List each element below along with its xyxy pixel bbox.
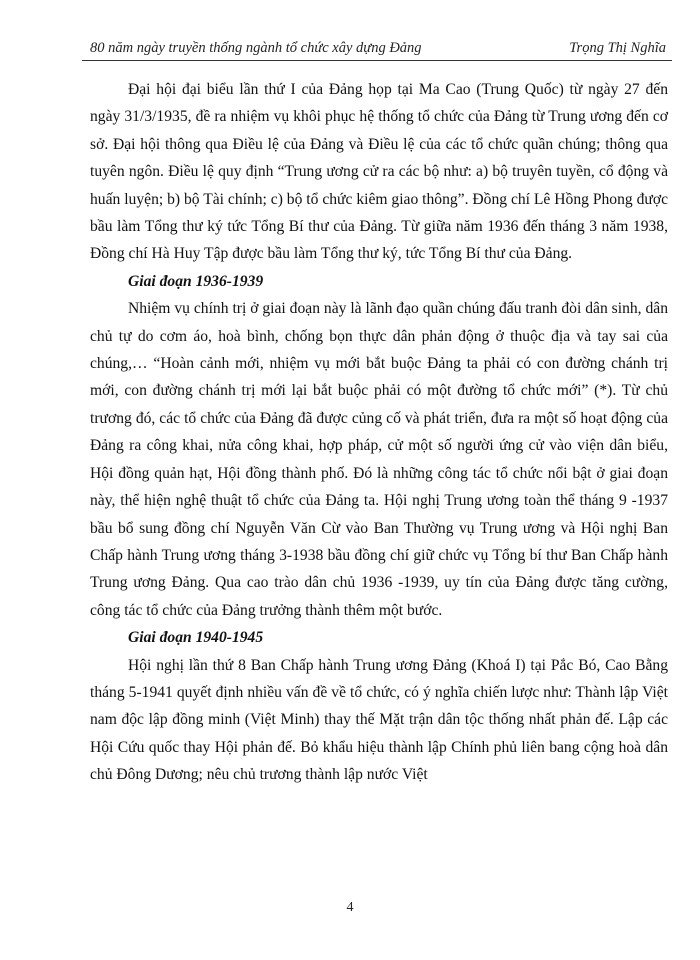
running-header: [82, 38, 672, 60]
header-title: 80 năm ngày truyền thống ngành tổ chức xây dựng Đảng: [90, 40, 422, 56]
section-heading-1940-1945: Giai đoạn 1940-1945: [128, 629, 264, 647]
page-number: 4: [346, 900, 354, 915]
paragraph-period-1936-1939: Nhiệm vụ chính trị ở giai đoạn này là lãnh đạo quần chúng đấu tranh đòi dân sinh, dân chủ tự do cơm áo, hoà bình, chống bọn thực dân phản động ở thuộc địa và tay sai của chúng,… “Hoàn cảnh mới, nhiệm vụ mới bắt buộc Đảng ta phải có con đường chánh trị mới, con đường chánh trị mới lại bắt buộc phải có một đường tổ chức mới” (*). Từ chủ trương đó, các tổ chức của Đảng đã được củng cố và phát triển, đưa ra một số hoạt động của Đảng ra công khai, nửa công khai, hợp pháp, cử một số người ứng cử vào viện dân biểu, Hội đồng quản hạt, Hội đồng thành phố. Đó là những công tác tổ chức nổi bật ở giai đoạn này, thể hiện nghệ thuật tổ chức của Đảng ta. Hội nghị Trung ương toàn thể tháng 9 -1937 bầu bổ sung đồng chí Nguyễn Văn Cừ vào Ban Thường vụ Trung ương và Hội nghị Ban Chấp hành Trung ương tháng 3-1938 bầu đồng chí giữ chức vụ Tổng bí thư Ban Chấp hành Trung ương Đảng. Qua cao trào dân chủ 1936 -1939, uy tín của Đảng được tăng cường, công tác tổ chức của Đảng trưởng thành thêm một bước.: [90, 300, 668, 619]
paragraph-congress-1935: Đại hội đại biểu lần thứ I của Đảng họp tại Ma Cao (Trung Quốc) từ ngày 27 đến ngày 31/3/1935, đề ra nhiệm vụ khôi phục hệ thống tổ chức của Đảng từ Trung ương đến cơ sở. Đại hội thông qua Điều lệ của Đảng và Điều lệ của các tổ chức quần chúng; thông qua tuyên ngôn. Điều lệ quy định “Trung ương cử ra các bộ như: a) bộ truyên tuyền, cổ động và huấn luyện; b) bộ Tài chính; c) bộ tổ chức kiêm giao thông”. Đồng chí Lê Hồng Phong được bầu làm Tổng thư ký tức Tổng Bí thư của Đảng. Từ giữa năm 1936 đến tháng 3 năm 1938, Đồng chí Hà Huy Tập được bầu làm Tổng thư ký, tức Tổng Bí thư của Đảng.: [90, 81, 668, 263]
paragraph-period-1940-1945: Hội nghị lần thứ 8 Ban Chấp hành Trung ương Đảng (Khoá I) tại Pắc Bó, Cao Bằng tháng 5-1941 quyết định nhiều vấn đề về tổ chức, có ý nghĩa chiến lược như: Thành lập Việt nam độc lập đồng minh (Việt Minh) thay thế Mặt trận dân tộc thống nhất phản đế. Lập các Hội Cứu quốc thay Hội phản đế. Bỏ khẩu hiệu thành lập Chính phủ liên bang cộng hoà dân chủ Đông Dương; nêu chủ trương thành lập nước Việt: [90, 656, 668, 784]
header-author: Trọng Thị Nghĩa: [569, 40, 666, 56]
document-body: [90, 76, 668, 789]
section-heading-1936-1939: Giai đoạn 1936-1939: [128, 272, 264, 290]
header-rule: [82, 60, 672, 61]
